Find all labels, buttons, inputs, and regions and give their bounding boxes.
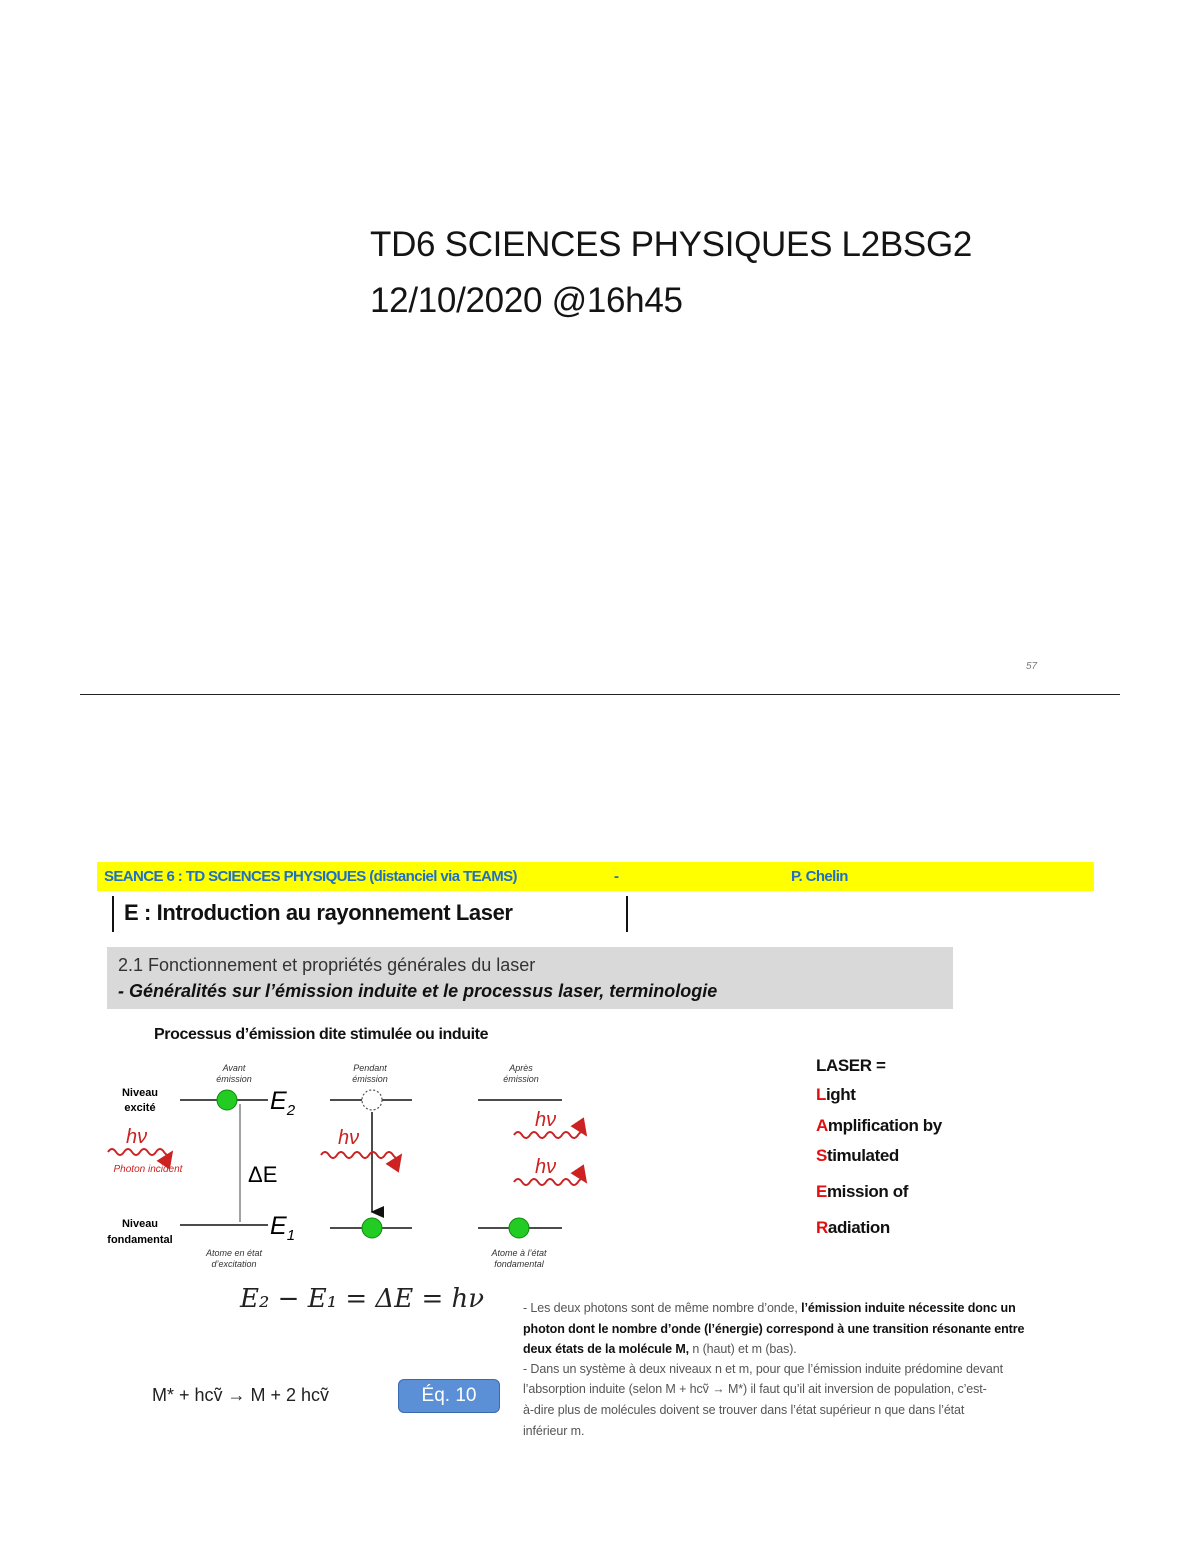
e2-label: $E_2$ (270, 1087, 296, 1119)
page-separator (80, 694, 1120, 695)
atome-excitation-caption-2: d’excitation (211, 1259, 257, 1269)
apres-photon-wave-1 (514, 1132, 586, 1138)
paragraph-line-1: - Les deux photons sont de même nombre d’onde, l’émission induite nécessite donc un (523, 1301, 1016, 1315)
apres-photon-wave-2 (514, 1179, 586, 1185)
niveau-fondamental-label-1: Niveau (121, 1218, 159, 1230)
stage-apres-label-2: émission (503, 1074, 539, 1084)
paragraph-line-2: photon dont le nombre d’onde (l’énergie) correspond à une transition résonante entre (523, 1322, 1025, 1336)
hv-incident-label: hν (126, 1126, 148, 1148)
paragraph-line-6: à-dire plus de molécules doivent se trouver dans l’état supérieur n que dans l’état (523, 1403, 965, 1417)
session-header-author: P. Chelin (791, 868, 848, 885)
laser-word-emission: Emission of (816, 1182, 908, 1201)
hv-pendant-label: hν (338, 1127, 360, 1149)
slide-title-line-1: TD6 SCIENCES PHYSIQUES L2BSG2 (370, 225, 973, 264)
slide-number: 57 (1026, 661, 1038, 672)
section-title: E : Introduction au rayonnement Laser (124, 900, 513, 925)
reaction-equation: M* + hcṽ → M + 2 hcṽ (152, 1385, 330, 1405)
photon-incident-label: Photon incident (113, 1164, 183, 1175)
subsection-box (107, 947, 953, 1009)
laser-heading: LASER = (816, 1056, 886, 1075)
atome-excitation-caption-1: Atome en état (205, 1248, 263, 1258)
energy-equation: E₂ − E₁ = ΔE = hν (240, 1284, 485, 1314)
subsection-title: 2.1 Fonctionnement et propriétés générales du laser (118, 955, 536, 975)
stage-apres-label-1: Après (509, 1063, 533, 1073)
atom-ground-pendant (362, 1218, 382, 1238)
stage-avant-label-1: Avant (222, 1063, 246, 1073)
slide-title-line-2: 12/10/2020 @16h45 (370, 281, 683, 320)
stage-pendant-label-1: Pendant (353, 1063, 387, 1073)
session-header-bar (97, 862, 1094, 891)
stage-pendant-label-2: émission (352, 1074, 388, 1084)
niveau-fondamental-label-2: fondamental (107, 1234, 173, 1246)
atom-ground-apres (509, 1218, 529, 1238)
process-title: Processus d’émission dite stimulée ou induite (154, 1026, 489, 1043)
paragraph-line-4: - Dans un système à deux niveaux n et m, pour que l’émission induite prédomine devant (523, 1362, 1003, 1376)
laser-word-light: Light (816, 1085, 856, 1104)
section-title-box (112, 896, 628, 932)
pendant-photon-wave (321, 1152, 401, 1158)
session-header-title: SEANCE 6 : TD SCIENCES PHYSIQUES (distanciel via TEAMS) (104, 868, 517, 885)
hv-apres-label-2: hν (535, 1156, 557, 1178)
atom-excited-avant (217, 1090, 237, 1110)
atome-fondamental-caption-2: fondamental (494, 1259, 544, 1269)
delta-e-label: ΔE (248, 1162, 278, 1187)
session-header-dash: - (614, 868, 619, 885)
paragraph-line-3: deux états de la molécule M, n (haut) et m (bas). (523, 1342, 797, 1356)
laser-word-radiation: Radiation (816, 1218, 890, 1237)
incident-photon-wave (108, 1149, 172, 1155)
subsection-subtitle: - Généralités sur l’émission induite et le processus laser, terminologie (118, 981, 718, 1001)
atome-fondamental-caption-1: Atome à l’état (491, 1248, 547, 1258)
equation-number-badge: Éq. 10 (398, 1379, 500, 1413)
niveau-excite-label-2: excité (124, 1102, 156, 1114)
stimulated-emission-diagram (0, 1040, 760, 1290)
laser-word-stimulated: Stimulated (816, 1146, 899, 1165)
paragraph-line-7: inférieur m. (523, 1424, 585, 1438)
stage-avant-label-2: émission (216, 1074, 252, 1084)
atom-transitioning-pendant (362, 1090, 382, 1110)
paragraph-line-5: l’absorption induite (selon M + hcṽ → M*) il faut qu’il ait inversion de population, c’est- (523, 1382, 987, 1396)
hv-apres-label-1: hν (535, 1109, 557, 1131)
e1-label: $E_1$ (270, 1212, 296, 1244)
niveau-excite-label-1: Niveau (121, 1087, 159, 1099)
laser-word-amplification: Amplification by (816, 1116, 942, 1135)
